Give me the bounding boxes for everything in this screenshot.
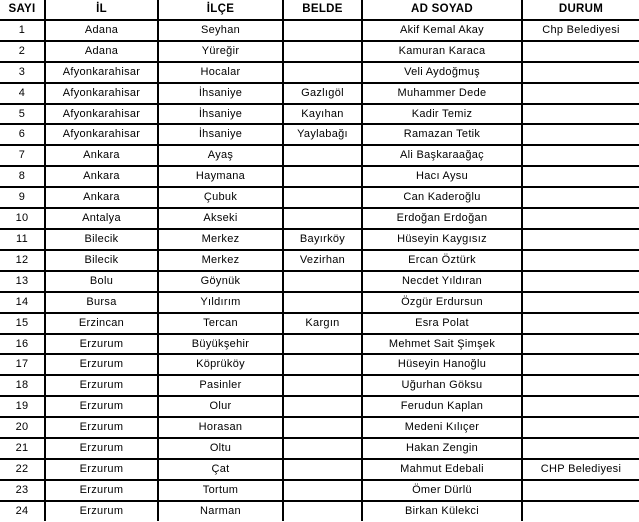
cell-il: Afyonkarahisar	[45, 62, 158, 83]
cell-ad_soyad: Erdoğan Erdoğan	[362, 208, 522, 229]
cell-il: Adana	[45, 20, 158, 41]
cell-ilce: Tercan	[158, 313, 283, 334]
column-header-sayi: SAYI	[0, 0, 45, 20]
cell-belde	[283, 271, 362, 292]
cell-durum	[522, 354, 639, 375]
cell-durum	[522, 501, 639, 521]
cell-il: Erzurum	[45, 375, 158, 396]
cell-belde: Kargın	[283, 313, 362, 334]
cell-belde	[283, 354, 362, 375]
cell-durum	[522, 41, 639, 62]
cell-il: Erzurum	[45, 334, 158, 355]
cell-il: Bolu	[45, 271, 158, 292]
cell-durum	[522, 313, 639, 334]
cell-belde	[283, 417, 362, 438]
table-row	[0, 396, 639, 417]
cell-ad_soyad: Hacı Aysu	[362, 166, 522, 187]
table-row	[0, 313, 639, 334]
column-header-belde: BELDE	[283, 0, 362, 20]
cell-ad_soyad: Ramazan Tetik	[362, 124, 522, 145]
header-row	[0, 0, 639, 20]
table-row	[0, 62, 639, 83]
cell-durum	[522, 292, 639, 313]
cell-il: Erzincan	[45, 313, 158, 334]
cell-belde	[283, 501, 362, 521]
cell-ad_soyad: Hüseyin Hanoğlu	[362, 354, 522, 375]
cell-il: Erzurum	[45, 501, 158, 521]
cell-durum	[522, 229, 639, 250]
cell-ilce: Tortum	[158, 480, 283, 501]
table-row	[0, 459, 639, 480]
cell-ad_soyad: Kamuran Karaca	[362, 41, 522, 62]
cell-ilce: Çubuk	[158, 187, 283, 208]
cell-belde	[283, 145, 362, 166]
cell-ilce: İhsaniye	[158, 83, 283, 104]
table-row	[0, 104, 639, 125]
table-row	[0, 417, 639, 438]
cell-belde	[283, 459, 362, 480]
cell-sayi: 8	[0, 166, 45, 187]
cell-ad_soyad: Akif Kemal Akay	[362, 20, 522, 41]
cell-sayi: 13	[0, 271, 45, 292]
cell-durum	[522, 104, 639, 125]
cell-ilce: Oltu	[158, 438, 283, 459]
table-row	[0, 83, 639, 104]
table-body	[0, 20, 639, 521]
cell-sayi: 23	[0, 480, 45, 501]
cell-ilce: Pasinler	[158, 375, 283, 396]
cell-sayi: 22	[0, 459, 45, 480]
table-row	[0, 208, 639, 229]
table-row	[0, 250, 639, 271]
cell-sayi: 18	[0, 375, 45, 396]
cell-durum	[522, 375, 639, 396]
table-row	[0, 271, 639, 292]
cell-belde	[283, 208, 362, 229]
cell-sayi: 4	[0, 83, 45, 104]
cell-il: Erzurum	[45, 417, 158, 438]
cell-ilce: Ayaş	[158, 145, 283, 166]
cell-il: Ankara	[45, 166, 158, 187]
cell-durum	[522, 480, 639, 501]
cell-sayi: 2	[0, 41, 45, 62]
cell-belde	[283, 41, 362, 62]
cell-durum: Chp Belediyesi	[522, 20, 639, 41]
column-header-il: İL	[45, 0, 158, 20]
cell-il: Erzurum	[45, 438, 158, 459]
cell-sayi: 10	[0, 208, 45, 229]
cell-sayi: 12	[0, 250, 45, 271]
table-row	[0, 501, 639, 521]
cell-belde	[283, 187, 362, 208]
table-row	[0, 292, 639, 313]
table-row	[0, 166, 639, 187]
cell-belde	[283, 62, 362, 83]
table-row	[0, 229, 639, 250]
cell-ad_soyad: Medeni Kılıçer	[362, 417, 522, 438]
cell-durum	[522, 334, 639, 355]
table-row	[0, 480, 639, 501]
cell-ad_soyad: Muhammer Dede	[362, 83, 522, 104]
table-row	[0, 124, 639, 145]
cell-durum: CHP Belediyesi	[522, 459, 639, 480]
cell-durum	[522, 271, 639, 292]
cell-sayi: 20	[0, 417, 45, 438]
table-row	[0, 375, 639, 396]
cell-il: Erzurum	[45, 396, 158, 417]
cell-ad_soyad: Kadir Temiz	[362, 104, 522, 125]
cell-ad_soyad: Ferudun Kaplan	[362, 396, 522, 417]
cell-durum	[522, 124, 639, 145]
cell-il: Ankara	[45, 187, 158, 208]
cell-belde	[283, 334, 362, 355]
cell-ilce: Merkez	[158, 229, 283, 250]
cell-sayi: 9	[0, 187, 45, 208]
cell-sayi: 21	[0, 438, 45, 459]
cell-ilce: Akseki	[158, 208, 283, 229]
cell-il: Bursa	[45, 292, 158, 313]
cell-sayi: 15	[0, 313, 45, 334]
table-row	[0, 20, 639, 41]
cell-il: Bilecik	[45, 229, 158, 250]
cell-belde	[283, 292, 362, 313]
table-row	[0, 334, 639, 355]
table-row	[0, 145, 639, 166]
cell-belde	[283, 396, 362, 417]
cell-sayi: 19	[0, 396, 45, 417]
cell-il: Erzurum	[45, 480, 158, 501]
cell-sayi: 17	[0, 354, 45, 375]
cell-durum	[522, 250, 639, 271]
cell-durum	[522, 187, 639, 208]
cell-durum	[522, 145, 639, 166]
cell-durum	[522, 83, 639, 104]
cell-ad_soyad: Hakan Zengin	[362, 438, 522, 459]
cell-il: Erzurum	[45, 459, 158, 480]
column-header-ad_soyad: AD SOYAD	[362, 0, 522, 20]
cell-il: Antalya	[45, 208, 158, 229]
cell-belde: Gazlıgöl	[283, 83, 362, 104]
cell-sayi: 5	[0, 104, 45, 125]
cell-durum	[522, 208, 639, 229]
cell-ad_soyad: Necdet Yıldıran	[362, 271, 522, 292]
cell-ilce: Çat	[158, 459, 283, 480]
cell-ilce: Seyhan	[158, 20, 283, 41]
column-header-durum: DURUM	[522, 0, 639, 20]
cell-ad_soyad: Birkan Külekci	[362, 501, 522, 521]
cell-durum	[522, 166, 639, 187]
cell-ad_soyad: Ali Başkaraağaç	[362, 145, 522, 166]
cell-ilce: Merkez	[158, 250, 283, 271]
cell-il: Afyonkarahisar	[45, 83, 158, 104]
cell-il: Afyonkarahisar	[45, 104, 158, 125]
cell-ad_soyad: Özgür Erdursun	[362, 292, 522, 313]
cell-durum	[522, 438, 639, 459]
cell-ad_soyad: Ömer Dürlü	[362, 480, 522, 501]
cell-ilce: Köprüköy	[158, 354, 283, 375]
cell-sayi: 24	[0, 501, 45, 521]
cell-ilce: Yıldırım	[158, 292, 283, 313]
cell-il: Bilecik	[45, 250, 158, 271]
cell-belde: Kayıhan	[283, 104, 362, 125]
column-header-ilce: İLÇE	[158, 0, 283, 20]
cell-ilce: Narman	[158, 501, 283, 521]
cell-sayi: 16	[0, 334, 45, 355]
cell-ilce: Büyükşehir	[158, 334, 283, 355]
cell-ilce: İhsaniye	[158, 124, 283, 145]
cell-belde	[283, 20, 362, 41]
cell-belde: Yaylabağı	[283, 124, 362, 145]
cell-sayi: 14	[0, 292, 45, 313]
cell-ad_soyad: Esra Polat	[362, 313, 522, 334]
cell-ilce: İhsaniye	[158, 104, 283, 125]
cell-belde: Bayırköy	[283, 229, 362, 250]
cell-durum	[522, 417, 639, 438]
cell-belde	[283, 438, 362, 459]
table-row	[0, 354, 639, 375]
cell-ilce: Horasan	[158, 417, 283, 438]
table-row	[0, 438, 639, 459]
cell-sayi: 6	[0, 124, 45, 145]
cell-ilce: Yüreğir	[158, 41, 283, 62]
cell-ad_soyad: Can Kaderoğlu	[362, 187, 522, 208]
cell-ilce: Olur	[158, 396, 283, 417]
cell-sayi: 7	[0, 145, 45, 166]
cell-sayi: 3	[0, 62, 45, 83]
cell-ad_soyad: Hüseyin Kaygısız	[362, 229, 522, 250]
cell-belde	[283, 166, 362, 187]
cell-ilce: Haymana	[158, 166, 283, 187]
cell-sayi: 1	[0, 20, 45, 41]
cell-ad_soyad: Mehmet Sait Şimşek	[362, 334, 522, 355]
cell-durum	[522, 396, 639, 417]
cell-ad_soyad: Mahmut Edebali	[362, 459, 522, 480]
cell-belde	[283, 375, 362, 396]
cell-durum	[522, 62, 639, 83]
cell-il: Ankara	[45, 145, 158, 166]
table-row	[0, 187, 639, 208]
table-row	[0, 41, 639, 62]
cell-ad_soyad: Ercan Öztürk	[362, 250, 522, 271]
cell-il: Adana	[45, 41, 158, 62]
cell-belde: Vezirhan	[283, 250, 362, 271]
cell-ilce: Göynük	[158, 271, 283, 292]
cell-ad_soyad: Uğurhan Göksu	[362, 375, 522, 396]
cell-il: Afyonkarahisar	[45, 124, 158, 145]
cell-ad_soyad: Veli Aydoğmuş	[362, 62, 522, 83]
cell-ilce: Hocalar	[158, 62, 283, 83]
cell-sayi: 11	[0, 229, 45, 250]
cell-belde	[283, 480, 362, 501]
cell-il: Erzurum	[45, 354, 158, 375]
